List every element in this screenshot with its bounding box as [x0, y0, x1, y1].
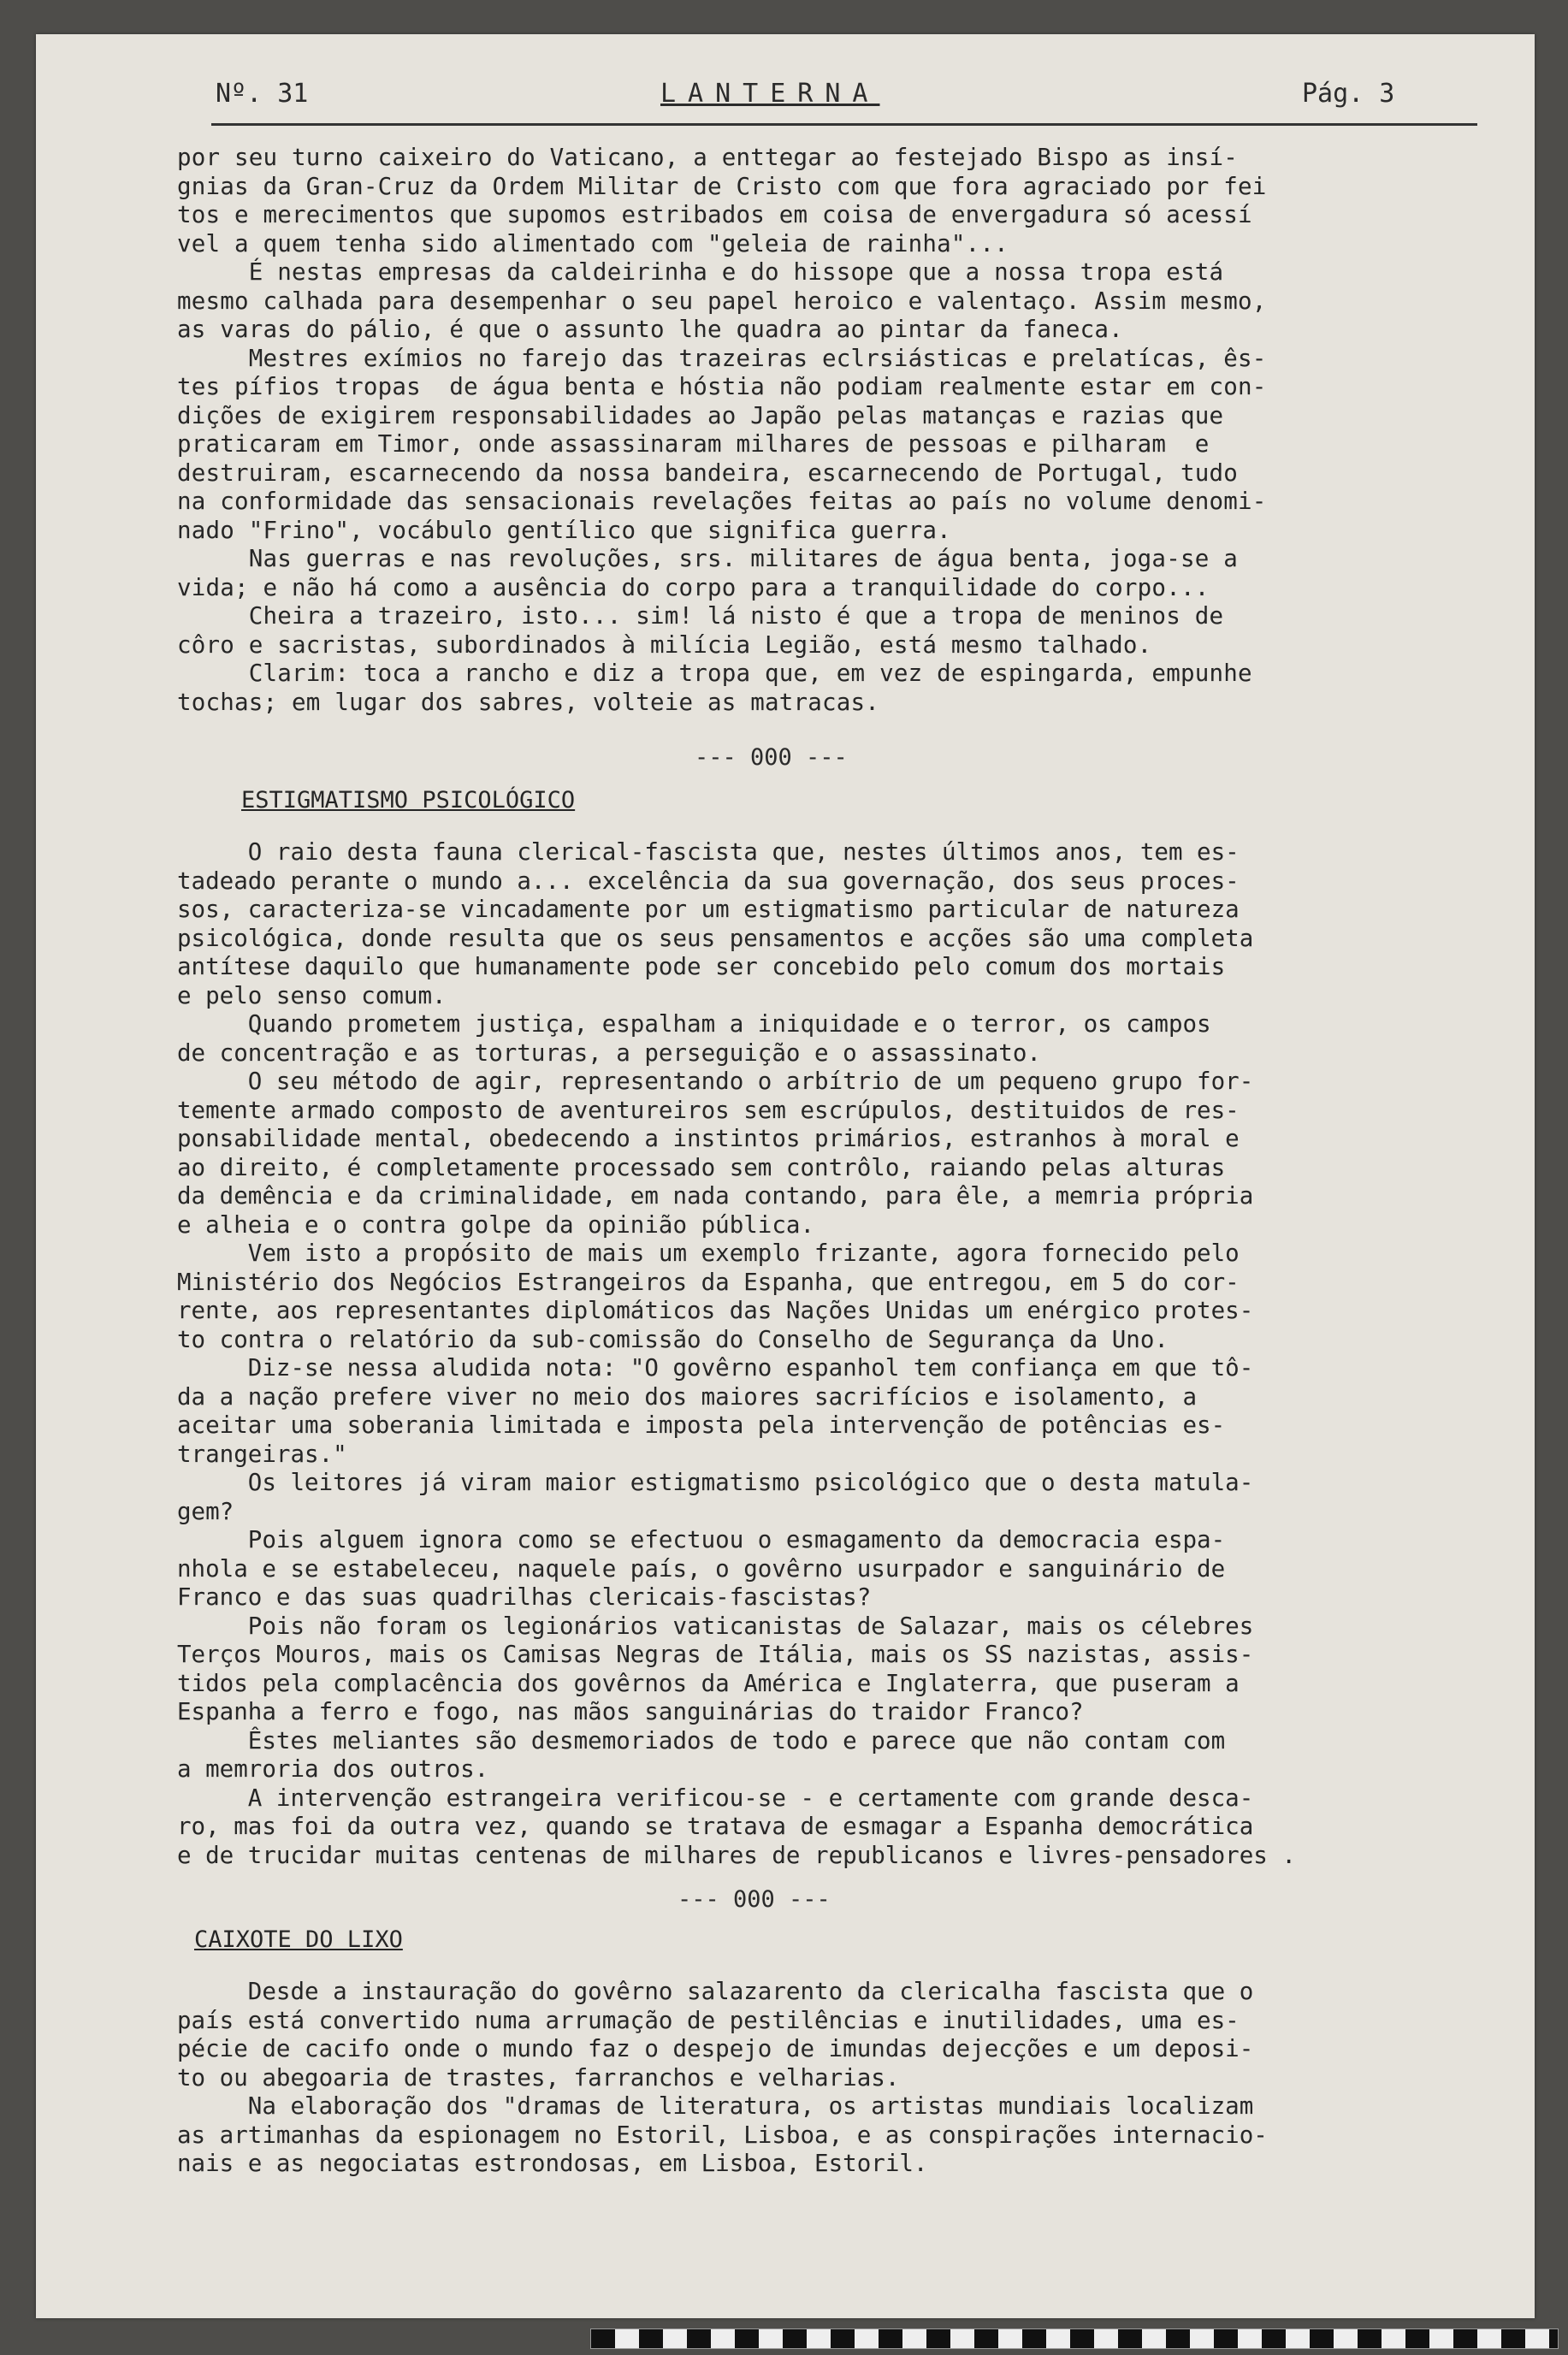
- header-rule: [211, 123, 1477, 126]
- section-title-estigmatismo: ESTIGMATISMO PSICOLÓGICO: [241, 787, 576, 814]
- section-separator: --- 000 ---: [677, 1886, 831, 1913]
- section-body-caixote: Desde a instauração do govêrno salazarento da clericalha fascista que o país está convertido numa arrumação de pestilências e inutilidades, uma es- pécie de cacifo onde o mundo faz o despejo de imundas dejecções e um deposi- to ou abegoaria de trastes, farranchos e velharias. Na elaboração dos "dramas de literatura, os artistas mundiais localizam as artimanhas da espionagem no Estoril, Lisboa, e as conspirações internacio- nais e as negociatas estrondosas, em Lisboa, Estoril.: [177, 1978, 1268, 2177]
- scale-ruler: [590, 2328, 1559, 2349]
- newspaper-title: LANTERNA: [660, 79, 880, 109]
- section-body-estigmatismo: O raio desta fauna clerical-fascista que, nestes últimos anos, tem es- tadeado perante o mundo a... excelência da sua governação, dos seus proces- sos, caracteriza-se vincadamente por um estigmatismo particular de natureza psicológica, donde resulta que os seus pensamentos e acções são uma completa antítese daquilo que humanamente pode ser concebido pelo comum dos mortais e pelo senso comum. Quando prometem justiça, espalham a iniquidade e o terror, os campos de concentração e as torturas, a perseguição e o assassinato. O seu método de agir, representando o arbítrio de um pequeno grupo for- temente armado composto de aventureiros sem escrúpulos, destituidos de res- ponsabilidade mental, obedecendo a instintos primários, estranhos à moral e ao direito, é completamente processado sem contrôlo, raiando pelas alturas da demência e da criminalidade, em nada contando, para êle, a memria própria e alheia e o contra golpe da opinião pública. Vem isto a propósito de mais um exemplo frizante, agora fornecido pelo Ministério dos Negócios Estrangeiros da Espanha, que entregou, em 5 do cor- rente, aos representantes diplomáticos das Nações Unidas um enérgico protes- to contra o relatório da sub-comissão do Conselho de Segurança da Uno. Diz-se nessa aludida nota: "O govêrno espanhol tem confiança em que tô- da a nação prefere viver no meio dos maiores sacrifícios e isolamento, a aceitar uma soberania limitada e imposta pela intervenção de potências es- trangeiras." Os leitores já viram maior estigmatismo psicológico que o desta matula- gem? Pois alguem ignora como se efectuou o esmagamento da democracia espa- nhola e se estabeleceu, naquele país, o govêrno usurpador e sanguinário de Franco e das suas quadrilhas clericais-fascistas? Pois não foram os legionários vaticanistas de Salazar, mais os célebres Terços Mouros, mais os Camisas Negras de Itália, mais os SS nazistas, assis- tidos pela complacência dos govêrnos da América e Inglaterra, que puseram a Espanha a ferro e fogo, nas mãos sanguinárias do traidor Franco? Êstes meliantes são desmemoriados de todo e parece que não contam com a memroria dos outros. A intervenção estrangeira verificou-se - e certamente com grande desca- ro, mas foi da outra vez, quando se tratava de esmagar a Espanha democrática e de trucidar muitas centenas de milhares de republicanos e livres-pensadores .: [177, 838, 1296, 1869]
- issue-number: Nº. 31: [216, 79, 309, 109]
- page-number: Pág. 3: [1302, 79, 1395, 109]
- article-continuation: por seu turno caixeiro do Vaticano, a enttegar ao festejado Bispo as insí- gnias da Gran-Cruz da Ordem Militar de Cristo com que fora agraciado por fei tos e merecimentos que supomos estribados em coisa de envergadura só acessí vel a quem tenha sido alimentado com "geleia de rainha"... É nestas empresas da caldeirinha e do hissope que a nossa tropa está mesmo calhada para desempenhar o seu papel heroico e valentaço. Assim mesmo, as varas do pálio, é que o assunto lhe quadra ao pintar da faneca. Mestres exímios no farejo das trazeiras eclrsiásticas e prelatícas, ês- tes pífios tropas de água benta e hóstia não podiam realmente estar em con- dições de exigirem responsabilidades ao Japão pelas matanças e razias que praticaram em Timor, onde assassinaram milhares de pessoas e pilharam e destruiram, escarnecendo da nossa bandeira, escarnecendo de Portugal, tudo na conformidade das sensacionais revelações feitas ao país no volume denomi- nado "Frino", vocábulo gentílico que significa guerra. Nas guerras e nas revoluções, srs. militares de água benta, joga-se a vida; e não há como a ausência do corpo para a tranquilidade do corpo... Cheira a trazeiro, isto... sim! lá nisto é que a tropa de meninos de côro e sacristas, subordinados à milícia Legião, está mesmo talhado. Clarim: toca a rancho e diz a tropa que, em vez de espingarda, empunhe tochas; em lugar dos sabres, volteie as matracas.: [177, 144, 1267, 716]
- section-separator: --- 000 ---: [695, 744, 848, 771]
- section-title-caixote: CAIXOTE DO LIXO: [194, 1926, 403, 1953]
- document-sheet: [36, 34, 1535, 2318]
